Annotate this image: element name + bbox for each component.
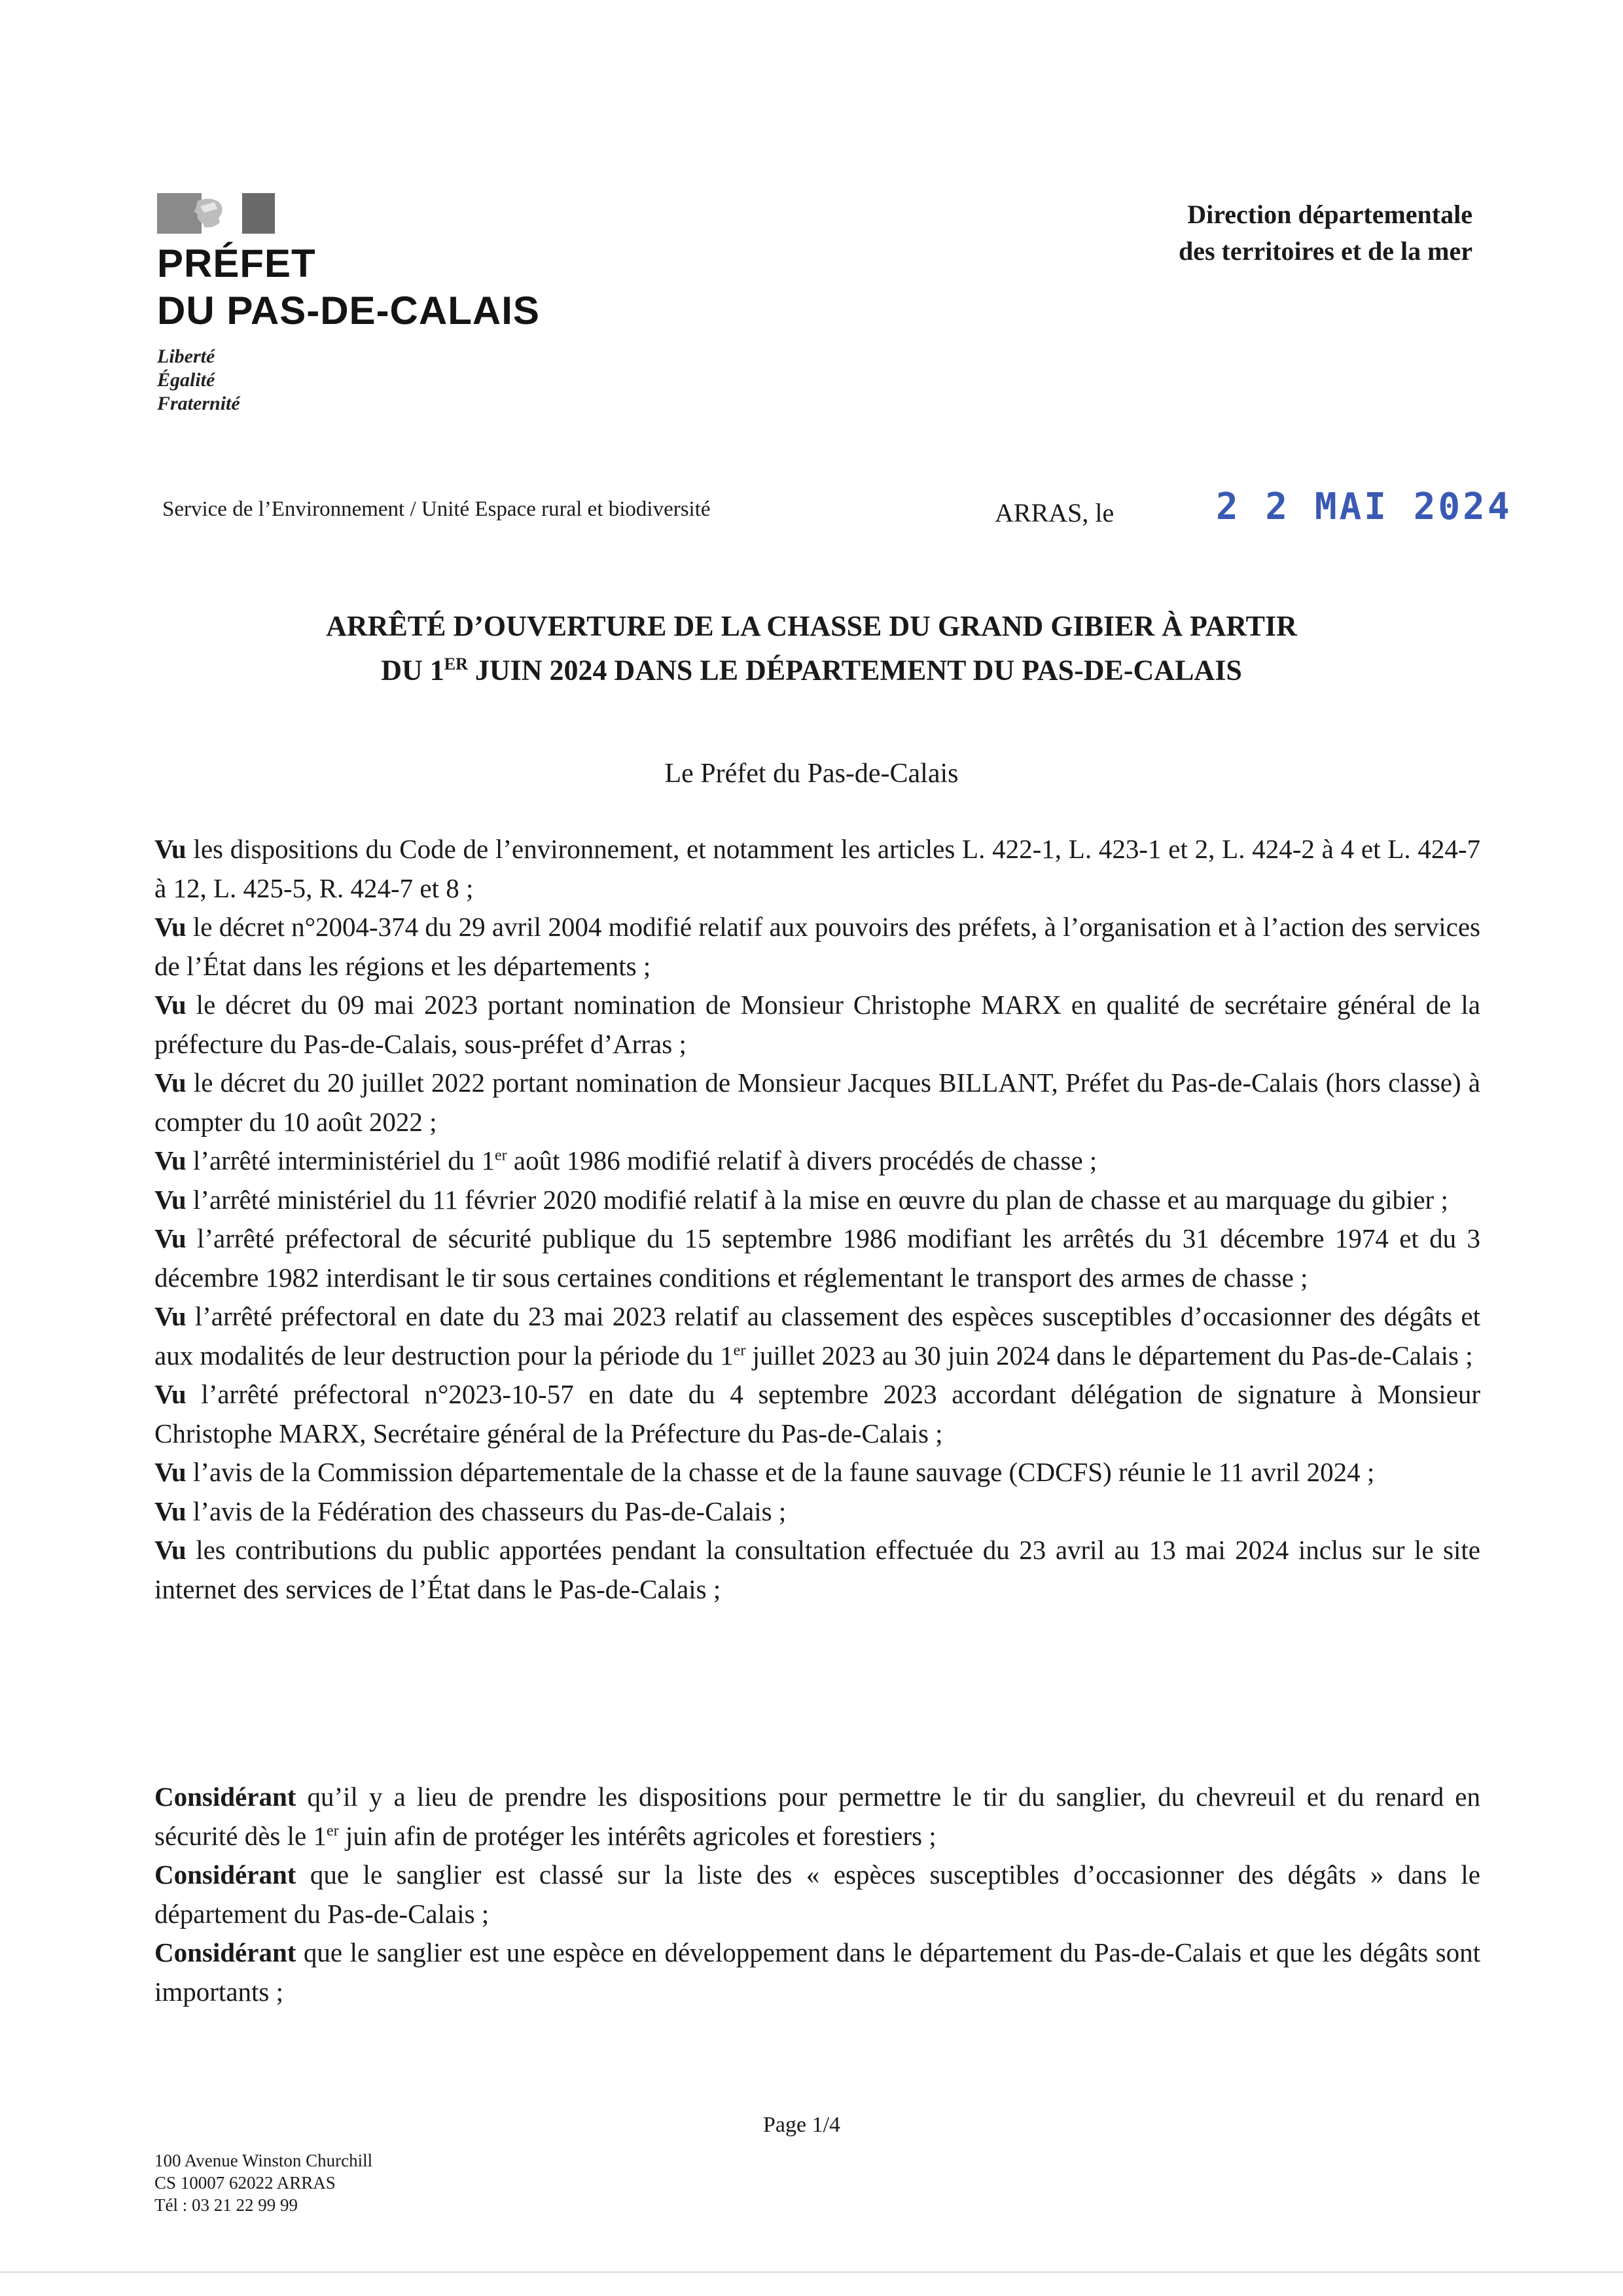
vu-keyword: Vu bbox=[154, 990, 187, 1020]
marianne-flag-icon bbox=[157, 193, 275, 234]
address-line1: 100 Avenue Winston Churchill bbox=[154, 2151, 373, 2170]
direction-line1: Direction départementale bbox=[1187, 200, 1472, 229]
vu-keyword: Vu bbox=[154, 1223, 187, 1253]
logo-title-line2: DU PAS-DE-CALAIS bbox=[157, 289, 540, 332]
vu-item: Vu les dispositions du Code de l’environnement, et notamment les articles L. 422-1, L. 423-1 et 2, L. 424-2 à 4 et L. 424-7 à 12, L. 425-5, R. 424-7 et 8 ; bbox=[154, 834, 1480, 903]
motto-fraternite: Fraternité bbox=[157, 393, 240, 414]
date-stamp: 2 2 MAI 2024 bbox=[1216, 486, 1512, 528]
vu-keyword: Vu bbox=[154, 912, 187, 942]
considerant-item: Considérant qu’il y a lieu de prendre les dispositions pour permettre le tir du sanglier, du chevreuil et du renard en sécurité dès le 1er juin afin de protéger les intérêts agricoles et forestiers ; bbox=[154, 1782, 1480, 1851]
vu-item: Vu l’arrêté préfectoral en date du 23 mai 2023 relatif au classement des espèces susceptibles d’occasionner des dégâts et aux modalités de leur destruction pour la période du 1er juillet 2023 au 30 juin 2024 dans le département du Pas-de-Calais ; bbox=[154, 1301, 1480, 1371]
vu-list bbox=[154, 830, 1480, 1609]
vu-keyword: Vu bbox=[154, 1184, 187, 1215]
considerant-list bbox=[154, 1778, 1480, 2011]
vu-item: Vu l’arrêté interministériel du 1er août 1986 modifié relatif à divers procédés de chasse ; bbox=[154, 1145, 1097, 1175]
page-number: Page 1/4 bbox=[763, 2113, 841, 2137]
vu-keyword: Vu bbox=[154, 1301, 187, 1331]
prefecture-logo bbox=[157, 193, 615, 416]
motto bbox=[157, 345, 615, 416]
vu-item: Vu l’arrêté préfectoral n°2023-10-57 en date du 4 septembre 2023 accordant délégation de signature à Monsieur Christophe MARX, Secrétaire général de la Préfecture du Pas-de-Calais ; bbox=[154, 1379, 1480, 1448]
considerant-item: Considérant que le sanglier est classé sur la liste des « espèces susceptibles d’occasionner des dégâts » dans le département du Pas-de-Calais ; bbox=[154, 1859, 1480, 1929]
title-line1: ARRÊTÉ D’OUVERTURE DE LA CHASSE DU GRAND GIBIER À PARTIR bbox=[326, 610, 1297, 642]
logo-title-line1: PRÉFET bbox=[157, 242, 316, 285]
vu-keyword: Vu bbox=[154, 1535, 187, 1565]
vu-keyword: Vu bbox=[154, 1145, 187, 1175]
vu-keyword: Vu bbox=[154, 1496, 187, 1526]
logo-title bbox=[157, 240, 615, 334]
marianne-profile-icon bbox=[191, 197, 234, 230]
issuing-direction bbox=[1179, 196, 1472, 270]
service-name: Service de l’Environnement / Unité Espace rural et biodiversité bbox=[162, 497, 711, 521]
considerant-keyword: Considérant bbox=[154, 1859, 296, 1890]
scan-edge-divider bbox=[0, 2271, 1623, 2273]
prefect-heading: Le Préfet du Pas-de-Calais bbox=[664, 759, 959, 789]
vu-item: Vu l’avis de la Commission départementale de la chasse et de la faune sauvage (CDCFS) réunie le 11 avril 2024 ; bbox=[154, 1457, 1375, 1487]
place-label: ARRAS, le bbox=[995, 498, 1115, 528]
motto-liberte: Liberté bbox=[157, 346, 215, 367]
considerant-item: Considérant que le sanglier est une espèce en développement dans le département du Pas-de-Calais et que les dégâts sont importants ; bbox=[154, 1937, 1480, 2007]
vu-item: Vu l’avis de la Fédération des chasseurs du Pas-de-Calais ; bbox=[154, 1496, 787, 1526]
vu-item: Vu le décret n°2004-374 du 29 avril 2004 modifié relatif aux pouvoirs des préfets, à l’organisation et à l’action des services de l’État dans les régions et les départements ; bbox=[154, 912, 1481, 981]
decree-title bbox=[157, 607, 1466, 690]
vu-keyword: Vu bbox=[154, 834, 187, 864]
address-phone: Tél : 03 21 22 99 99 bbox=[154, 2195, 298, 2215]
vu-item: Vu le décret du 20 juillet 2022 portant nomination de Monsieur Jacques BILLANT, Préfet du Pas-de-Calais (hors classe) à compter du 10 août 2022 ; bbox=[154, 1067, 1480, 1137]
postal-address bbox=[154, 2149, 372, 2216]
vu-keyword: Vu bbox=[154, 1067, 187, 1098]
title-line2: DU 1ER JUIN 2024 DANS LE DÉPARTEMENT DU PAS-DE-CALAIS bbox=[381, 654, 1242, 687]
vu-item: Vu les contributions du public apportées pendant la consultation effectuée du 23 avril au 13 mai 2024 inclus sur le site internet des services de l’État dans le Pas-de-Calais ; bbox=[154, 1535, 1480, 1604]
vu-keyword: Vu bbox=[154, 1457, 187, 1487]
vu-item: Vu l’arrêté préfectoral de sécurité publique du 15 septembre 1986 modifiant les arrêtés du 31 décembre 1974 et du 3 décembre 1982 interdisant le tir sous certaines conditions et réglementant le transport des armes de chasse ; bbox=[154, 1223, 1480, 1293]
vu-item: Vu le décret du 09 mai 2023 portant nomination de Monsieur Christophe MARX en qualité de secrétaire général de la préfecture du Pas-de-Calais, sous-préfet d’Arras ; bbox=[154, 990, 1480, 1059]
motto-egalite: Égalité bbox=[157, 369, 215, 391]
vu-item: Vu l’arrêté ministériel du 11 février 2020 modifié relatif à la mise en œuvre du plan de chasse et au marquage du gibier ; bbox=[154, 1184, 1448, 1215]
address-line2: CS 10007 62022 ARRAS bbox=[154, 2173, 336, 2193]
considerant-keyword: Considérant bbox=[154, 1937, 296, 1967]
considerant-keyword: Considérant bbox=[154, 1782, 296, 1812]
direction-line2: des territoires et de la mer bbox=[1178, 236, 1472, 266]
vu-keyword: Vu bbox=[154, 1379, 187, 1409]
